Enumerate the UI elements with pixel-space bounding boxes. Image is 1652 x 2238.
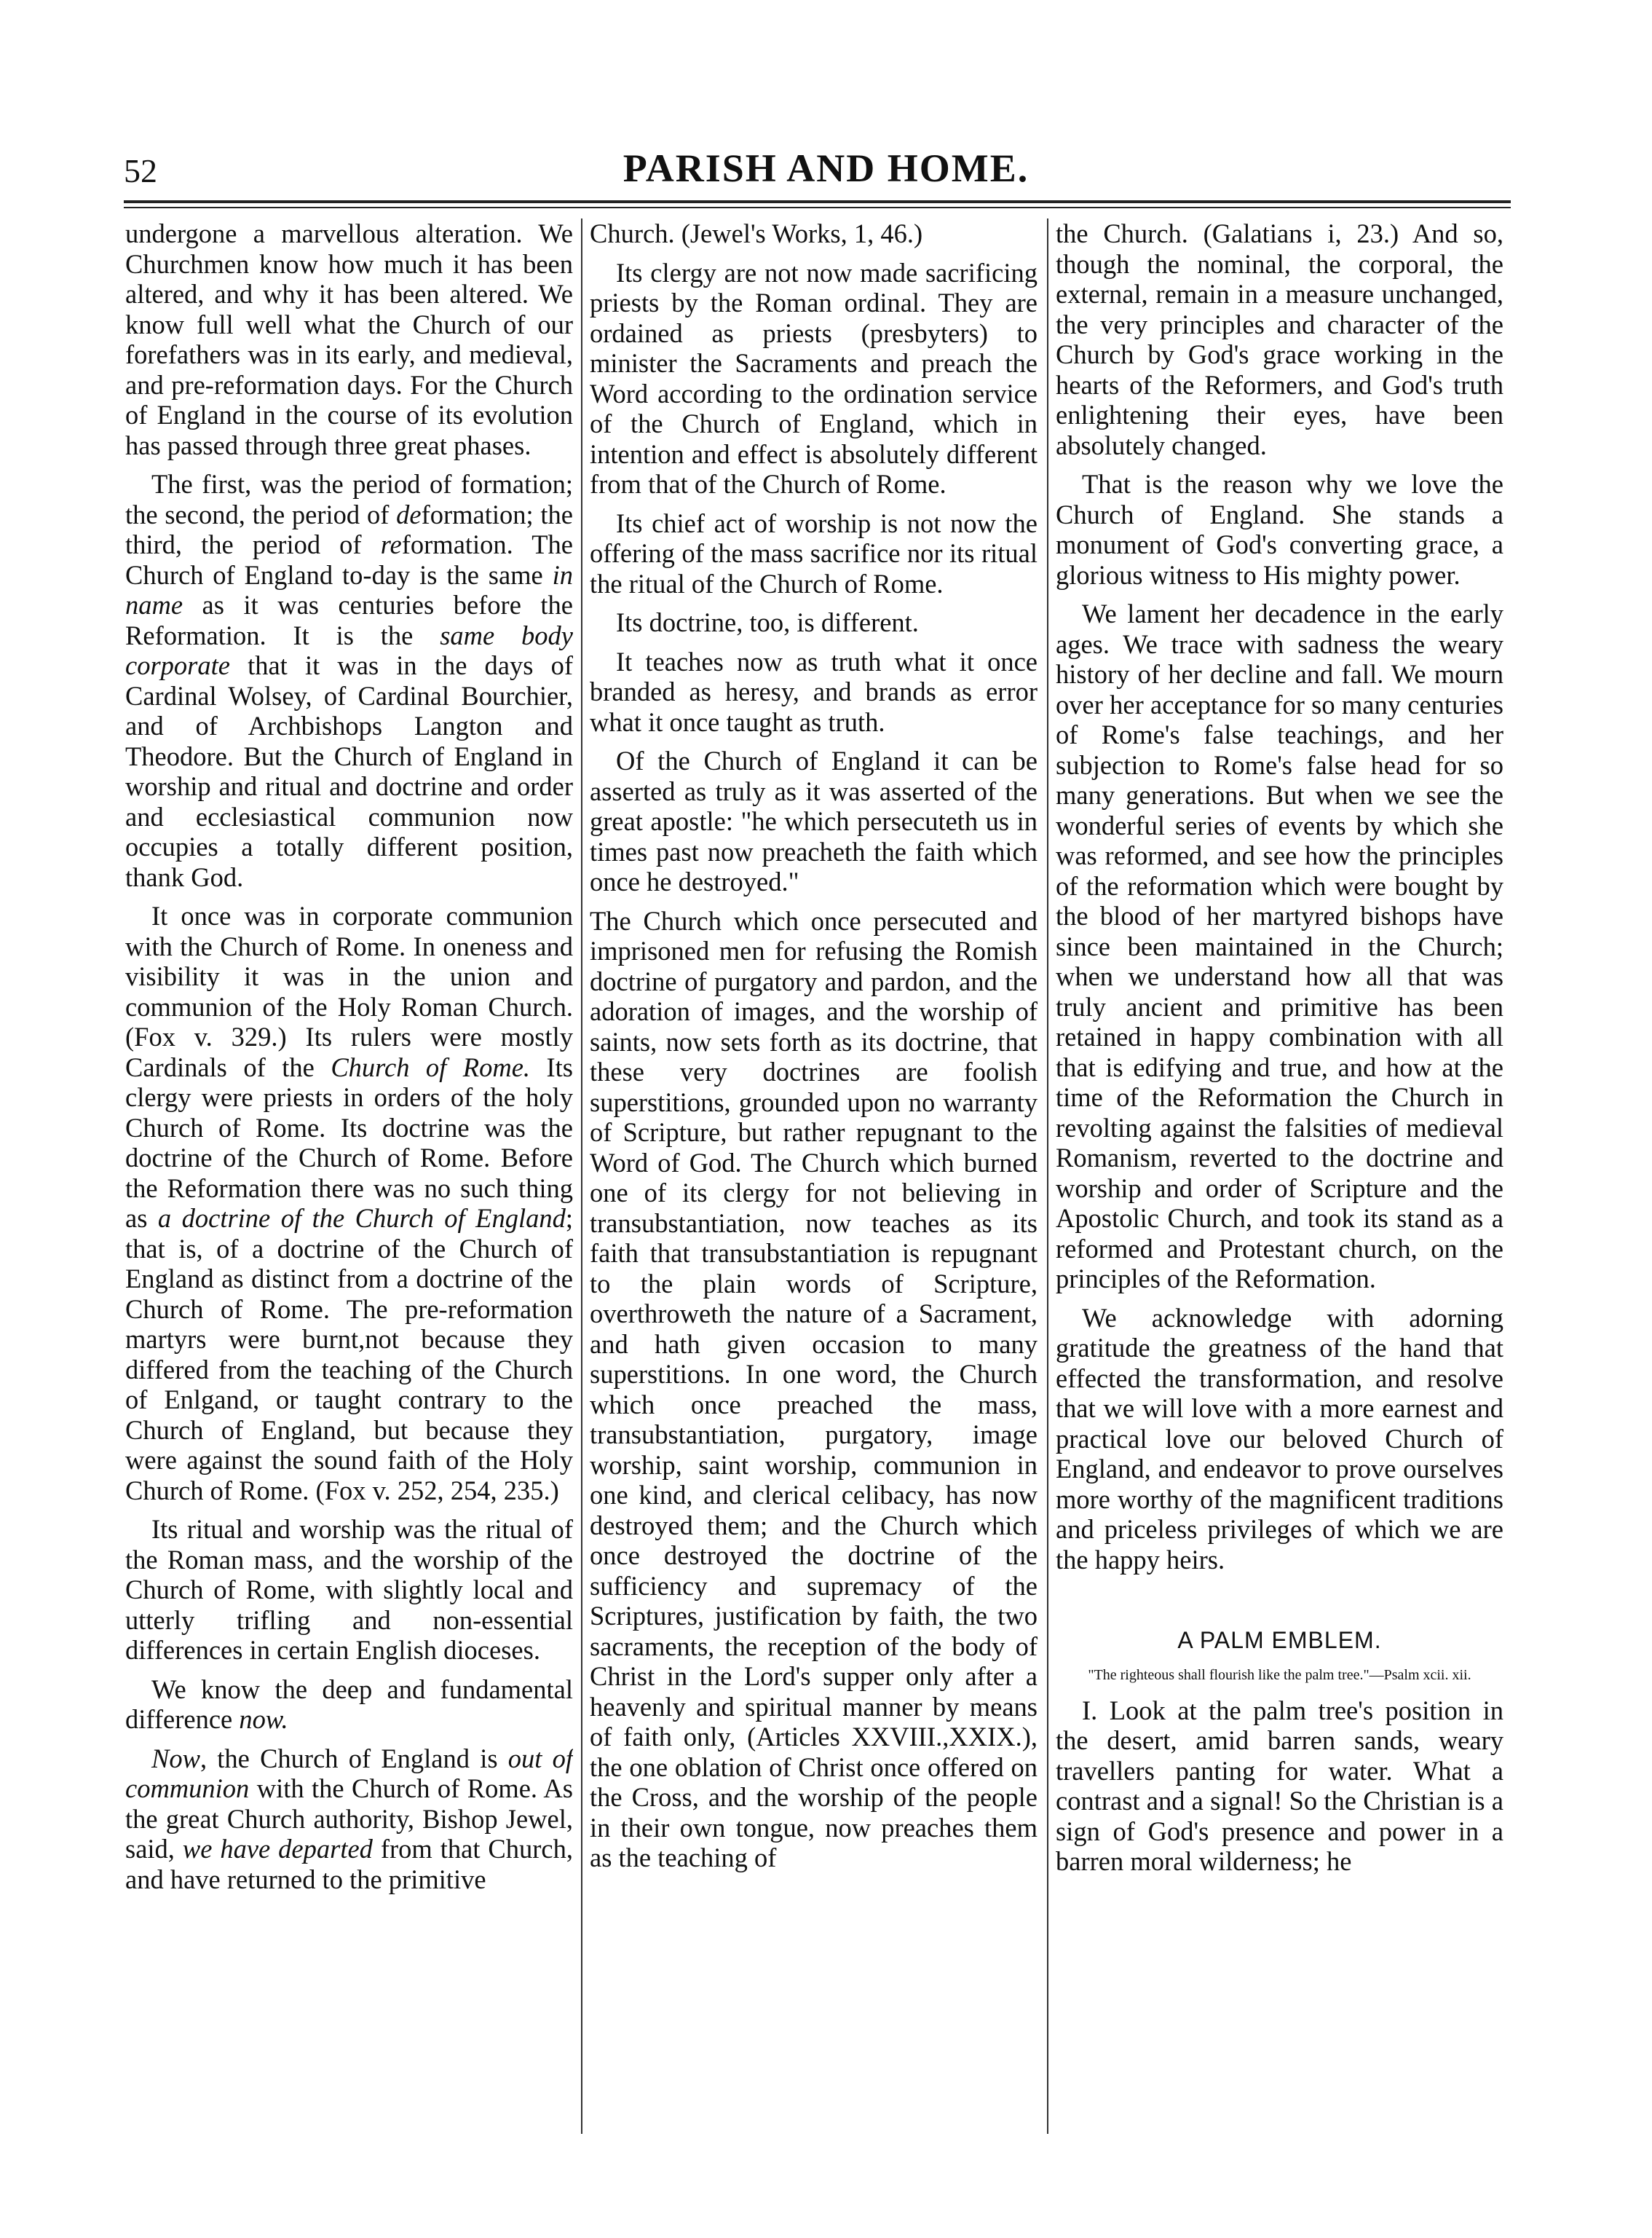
paragraph: Its chief act of worship is not now the offering of the mass sacrifice nor its ritual the ritual of the Church of Rome. [590,508,1038,599]
paragraph: The Church which once persecuted and imprisoned men for refusing the Romish doctrine of purgatory and pardon, and the adoration of images, and the worship of saints, now sets forth as its doctrine, that these very doctrines are foolish superstitions, grounded upon no warranty of Scripture, but rather repugnant to the Word of God. The Church which burned one of its clergy for not believing in transubstantiation, now teaches as its faith that transubstantiation is repugnant to the plain words of Scripture, overthroweth the nature of a Sacrament, and hath given occasion to many superstitions. In one word, the Church which once preached the mass, transubstantiation, purgatory, image worship, saint worship, communion in one kind, and clerical celibacy, has now destroyed them; and the Church which once destroyed the doctrine of the sufficiency and supremacy of the Scriptures, justification by faith, the two sacraments, the reception of the body of Christ in the Lord's supper only after a heavenly and spiritual manner by means of faith only, (Articles XXVIII.,XXIX.), the one oblation of Christ once offered on the Cross, and the worship of the people in their own tongue, now preaches them as the teaching of [590,905,1038,1872]
text-column-1 [125,218,573,2148]
epigraph: "The righteous shall flourish like the palm tree."—Psalm xcii. xii. [1088,1666,1471,1683]
column-divider [581,218,582,2134]
paragraph: Of the Church of England it can be asserted as truly as it was asserted of the great apostle: "he which persecuteth us in times past now preacheth the faith which once he destroyed." [590,746,1038,897]
column-divider [1047,218,1048,2134]
paragraph: Its doctrine, too, is different. [616,607,919,637]
paragraph: We know the deep and fundamental difference now. [125,1674,573,1734]
header-rule-thin [124,207,1511,208]
paragraph: We lament her decadence in the early ages. We trace with sadness the weary history of her decline and fall. We mourn over her acceptance for so many centuries of Rome's false teachings, and her subjection to Rome's false head for so many generations. But when we see the wonderful series of events by which she was reformed, and see how the principles of the reformation which were bought by the blood of her martyred bishops have since been maintained in the Church; when we understand how all that was truly ancient and primitive has been retained in happy combination with all that is edifying and true, and how at the time of the Reformation the Church in revolting against the falsities of medieval Romanism, reverted to the doctrine and worship and order of Scripture and the Apostolic Church, and took its stand as a reformed and Protestant church, on the principles of the Reformation. [1056,599,1503,1293]
paragraph: Its clergy are not now made sacrificing priests by the Roman ordinal. They are ordained as priests (presbyters) to minister the Sacraments and preach the Word according to the ordination service of the Church of England, which in intention and effect is absolutely different from that of the Church of Rome. [590,257,1038,499]
page-number: 52 [124,152,157,189]
text-column-2 [590,218,1038,2148]
paragraph: the Church. (Galatians i, 23.) And so, though the nominal, the corporal, the external, remain in a measure unchanged, the very principles and character of the Church by God's grace working in the hearts of the Reformers, and God's truth enlightening their eyes, have been absolutely changed. [1056,218,1503,460]
paragraph: undergone a marvellous alteration. We Churchmen know how much it has been altered, and why it has been altered. We know full well what the Church of our forefathers was in its early, and medieval, and pre-reformation days. For the Church of England in the course of its evolution has passed through three great phases. [125,218,573,460]
paragraph: I. Look at the palm tree's position in the desert, amid barren sands, weary travellers panting for water. What a contrast and a signal! So the Christian is a sign of God's presence and power in a barren moral wilderness; he [1056,1695,1503,1876]
paragraph: Its ritual and worship was the ritual of the Roman mass, and the worship of the Church of Rome, with slightly local and utterly trifling and non-essential differences in certain English dioceses. [125,1514,573,1665]
paragraph: We acknowledge with adorning gratitude the greatness of the hand that effected the transformation, and resolve that we will love with a more earnest and practical love our beloved Church of England, and endeavor to prove ourselves more worthy of the magnificent traditions and priceless privileges of which we are the happy heirs. [1056,1302,1503,1575]
paragraph: It teaches now as truth what it once branded as heresy, and brands as error what it once taught as truth. [590,646,1038,737]
page-title: PARISH AND HOME. [623,146,1029,190]
paragraph: Now, the Church of England is out of communion with the Church of Rome. As the great Church authority, Bishop Jewel, said, we have departed from that Church, and have returned to the primitive [125,1743,573,1894]
paragraph: The first, was the period of formation; the second, the period of deformation; the third, the period of reformation. The Church of England to-day is the same in name as it was centuries before the Reformation. It is the same body corporate that it was in the days of Cardinal Wolsey, of Cardinal Bourchier, and of Archbishops Langton and Theodore. But the Church of England in worship and ritual and doctrine and order and ecclesiastical communion now occupies a totally different position, thank God. [125,469,573,892]
text-column-3 [1056,218,1503,2148]
section-heading: A PALM EMBLEM. [1177,1627,1382,1653]
paragraph: It once was in corporate communion with the Church of Rome. In oneness and visibility it was in the union and communion of the Holy Roman Church. (Fox v. 329.) Its rulers were mostly Cardinals of the Church of Rome. Its clergy were priests in orders of the holy Church of Rome. Its doctrine was the doctrine of the Church of Rome. Before the Reformation there was no such thing as a doctrine of the Church of England; that is, of a doctrine of the Church of England as distinct from a doctrine of the Church of Rome. The pre-reformation martyrs were burnt,not because they differed from the teaching of the Church of Enlgand, or taught contrary to the Church of England, but because they were against the sound faith of the Holy Church of Rome. (Fox v. 252, 254, 235.) [125,901,573,1505]
header-rule [124,200,1511,203]
paragraph: Church. (Jewel's Works, 1, 46.) [590,218,923,248]
paragraph: That is the reason why we love the Church of England. She stands a monument of God's converting grace, a glorious witness to His mighty power. [1056,469,1503,590]
